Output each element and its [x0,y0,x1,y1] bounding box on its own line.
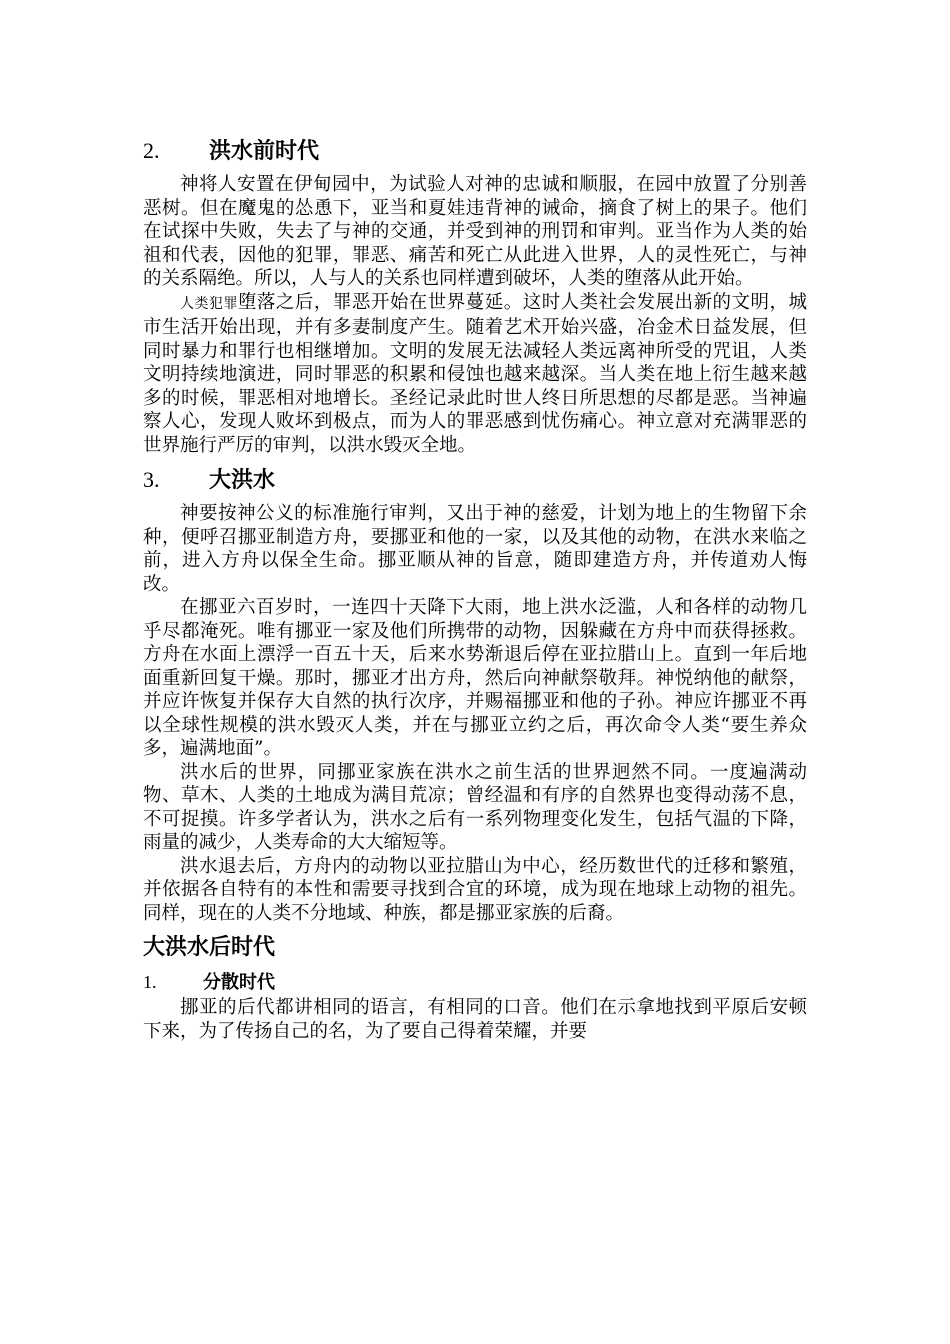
paragraph: 在挪亚六百岁时，一连四十天降下大雨，地上洪水泛滥，人和各样的动物几乎尽都淹死。唯有挪亚一家及他们所携带的动物，因躲藏在方舟中而获得拯救。方舟在水面上漂浮一百五十天，后来水势渐退后停在亚拉腊山上。直到一年后地面重新回复干燥。那时，挪亚才出方舟，然后向神献祭敬拜。神悦纳他的献祭，并应许恢复并保存大自然的执行次序，并赐福挪亚和他的子孙。神应许挪亚不再以全球性规模的洪水毁灭人类，并在与挪亚立约之后，再次命令人类“要生养众多，遍满地面”。 [143,597,807,759]
section-number: 3. [143,467,160,492]
section-title: 洪水前时代 [209,139,320,164]
part-title: 大洪水后时代 [143,935,276,960]
paragraph-text: 堕落之后，罪恶开始在世界蔓延。这时人类社会发展出新的文明，城市生活开始出现，并有多妻制度产生。随着艺术开始兴盛，冶金术日益发展，但同时暴力和罪行也相继增加。文明的发展无法减轻人类远离神所受的咒诅，人类文明持续地演进，同时罪恶的积累和侵蚀也越来越深。当人类在地上衍生越来越多的时候，罪恶相对地增长。圣经记录此时世人终日所思想的尽都是恶。当神遍察人心，发现人败坏到极点，而为人的罪恶感到忧伤痛心。神立意对充满罪恶的世界施行严厉的审判，以洪水毁灭全地。 [143,291,807,456]
paragraph: 洪水后的世界，同挪亚家族在洪水之前生活的世界迥然不同。一度遍满动物、草木、人类的土地成为满目荒凉；曾经温和有序的自然界也变得动荡不息，不可捉摸。许多学者认为，洪水之后有一系列物理变化发生，包括气温的下降，雨量的减少，人类寿命的大大缩短等。 [143,761,807,853]
paragraph: 洪水退去后，方舟内的动物以亚拉腊山为中心，经历数世代的迁移和繁殖，并依据各自特有的本性和需要寻找到合宜的环境，成为现在地球上动物的祖先。同样，现在的人类不分地域、种族，都是挪亚家族的后裔。 [143,855,807,924]
section-heading-great-flood [143,465,807,496]
paragraph: 挪亚的后代都讲相同的语言，有相同的口音。他们在示拿地找到平原后安顿下来，为了传扬自己的名，为了要自己得着荣耀，并要 [143,997,807,1042]
paragraph: 神将人安置在伊甸园中，为试验人对神的忠诚和顺服，在园中放置了分别善恶树。但在魔鬼的怂恿下，亚当和夏娃违背神的诫命，摘食了树上的果子。他们在试探中失败，失去了与神的交通，并受到神的刑罚和审判。亚当作为人类的始祖和代表，因他的犯罪，罪恶、痛苦和死亡从此进入世界，人的灵性死亡，与神的关系隔绝。所以，人与人的关系也同样遭到破坏，人类的堕落从此开始。 [143,174,807,289]
subsection-number: 1. [143,972,157,992]
section-number: 2. [143,138,160,163]
paragraph [143,291,807,458]
section-heading-pre-flood [143,136,807,167]
section-title: 大洪水 [209,468,276,493]
inline-note: 人类犯罪 [180,295,238,312]
subsection-title: 分散时代 [203,972,275,993]
paragraph: 神要按神公义的标准施行审判，又出于神的慈爱，计划为地上的生物留下余种，便呼召挪亚制造方舟，要挪亚和他的一家，以及其他的动物，在洪水来临之前，进入方舟以保全生命。挪亚顺从神的旨意，随即建造方舟，并传道劝人悔改。 [143,503,807,595]
subsection-heading [143,969,807,996]
document-page [143,128,807,1043]
